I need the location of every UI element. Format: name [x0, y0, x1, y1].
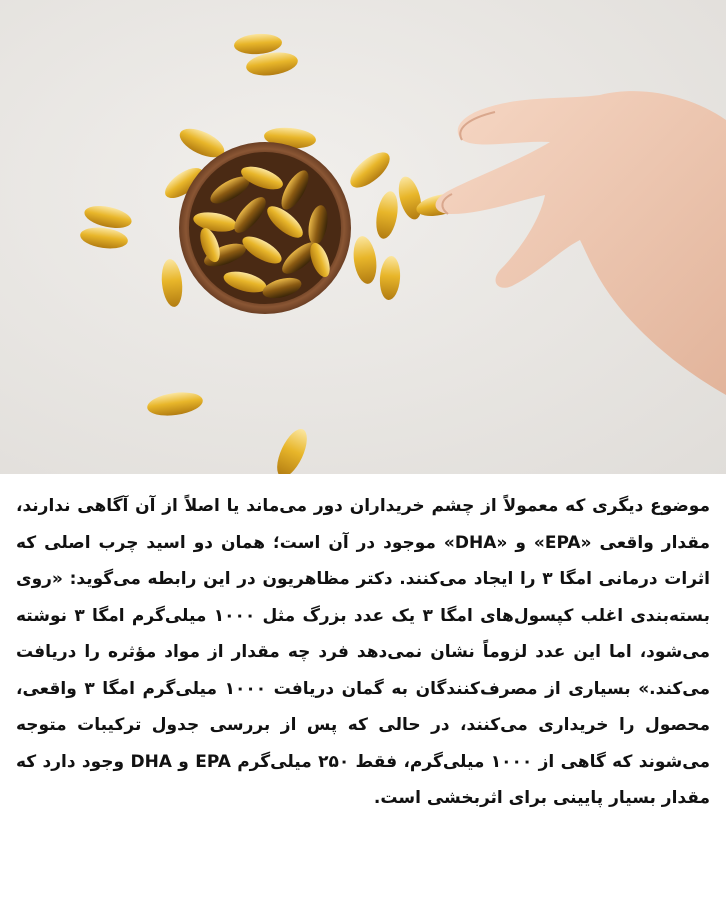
bowl [179, 142, 351, 314]
article-paragraph: موضوع دیگری که معمولاً از چشم خریداران دور می‌ماند یا اصلاً از آن آگاهی ندارند، مقدار واقعی «EPA» و «DHA» موجود در آن است؛ همان دو اسید چرب اصلی که اثرات درمانی امگا ۳ را ایجاد می‌کنند. دکتر مظاهریون در این رابطه می‌گوید: «روی بسته‌بندی اغلب کپسول‌های امگا ۳ یک عدد بزرگ مثل ۱۰۰۰ میلی‌گرم امگا ۳ نوشته می‌شود، اما این عدد لزوماً نشان نمی‌دهد فرد چه مقدار از مواد مؤثره را دریافت می‌کند.» بسیاری از مصرف‌کنندگان به گمان دریافت ۱۰۰۰ میلی‌گرم امگا ۳ واقعی، محصول را خریداری می‌کنند، در حالی که پس از بررسی جدول ترکیبات متوجه می‌شوند که گاهی از ۱۰۰۰ میلی‌گرم، فقط ۲۵۰ میلی‌گرم EPA و DHA وجود دارد که مقدار بسیار پایینی برای اثربخشی است. [16, 496, 711, 808]
article-body [0, 474, 726, 903]
